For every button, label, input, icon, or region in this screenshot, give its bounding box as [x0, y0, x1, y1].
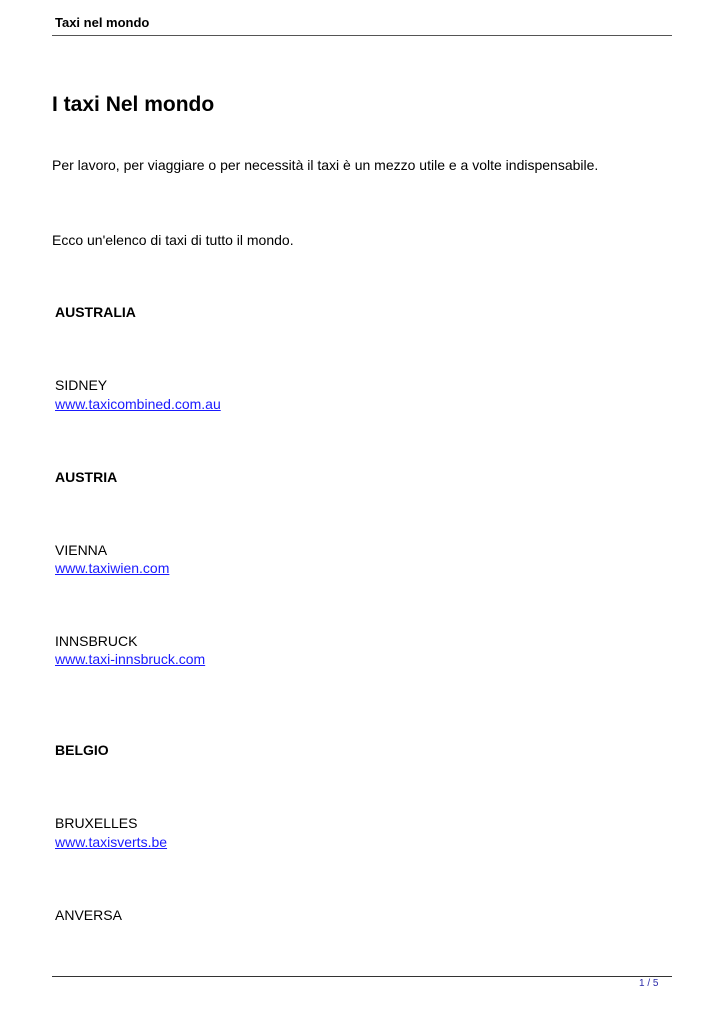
city-name-vienna: VIENNA: [55, 542, 108, 558]
country-heading-belgio: BELGIO: [55, 742, 109, 758]
city-name-anversa: ANVERSA: [55, 907, 122, 923]
city-name-innsbruck: INNSBRUCK: [55, 633, 138, 649]
taxi-link-sidney[interactable]: www.taxicombined.com.au: [55, 396, 221, 412]
city-name-sidney: SIDNEY: [55, 377, 108, 393]
city-name-bruxelles: BRUXELLES: [55, 815, 138, 831]
taxi-link-bruxelles[interactable]: www.taxisverts.be: [55, 834, 168, 850]
taxi-link-vienna[interactable]: www.taxiwien.com: [55, 560, 170, 576]
country-heading-austria: AUSTRIA: [55, 469, 118, 485]
country-heading-australia: AUSTRALIA: [55, 304, 136, 320]
page-number: 1 / 5: [639, 978, 659, 989]
intro-paragraph: Per lavoro, per viaggiare o per necessità il taxi è un mezzo utile e a volte indispensabile.: [52, 157, 599, 173]
page-title: I taxi Nel mondo: [52, 93, 215, 116]
list-intro-paragraph: Ecco un'elenco di taxi di tutto il mondo.: [52, 232, 294, 248]
footer-divider: [52, 976, 672, 977]
taxi-link-innsbruck[interactable]: www.taxi-innsbruck.com: [55, 651, 206, 667]
header-divider: [52, 35, 672, 36]
running-header-title: Taxi nel mondo: [55, 15, 150, 30]
